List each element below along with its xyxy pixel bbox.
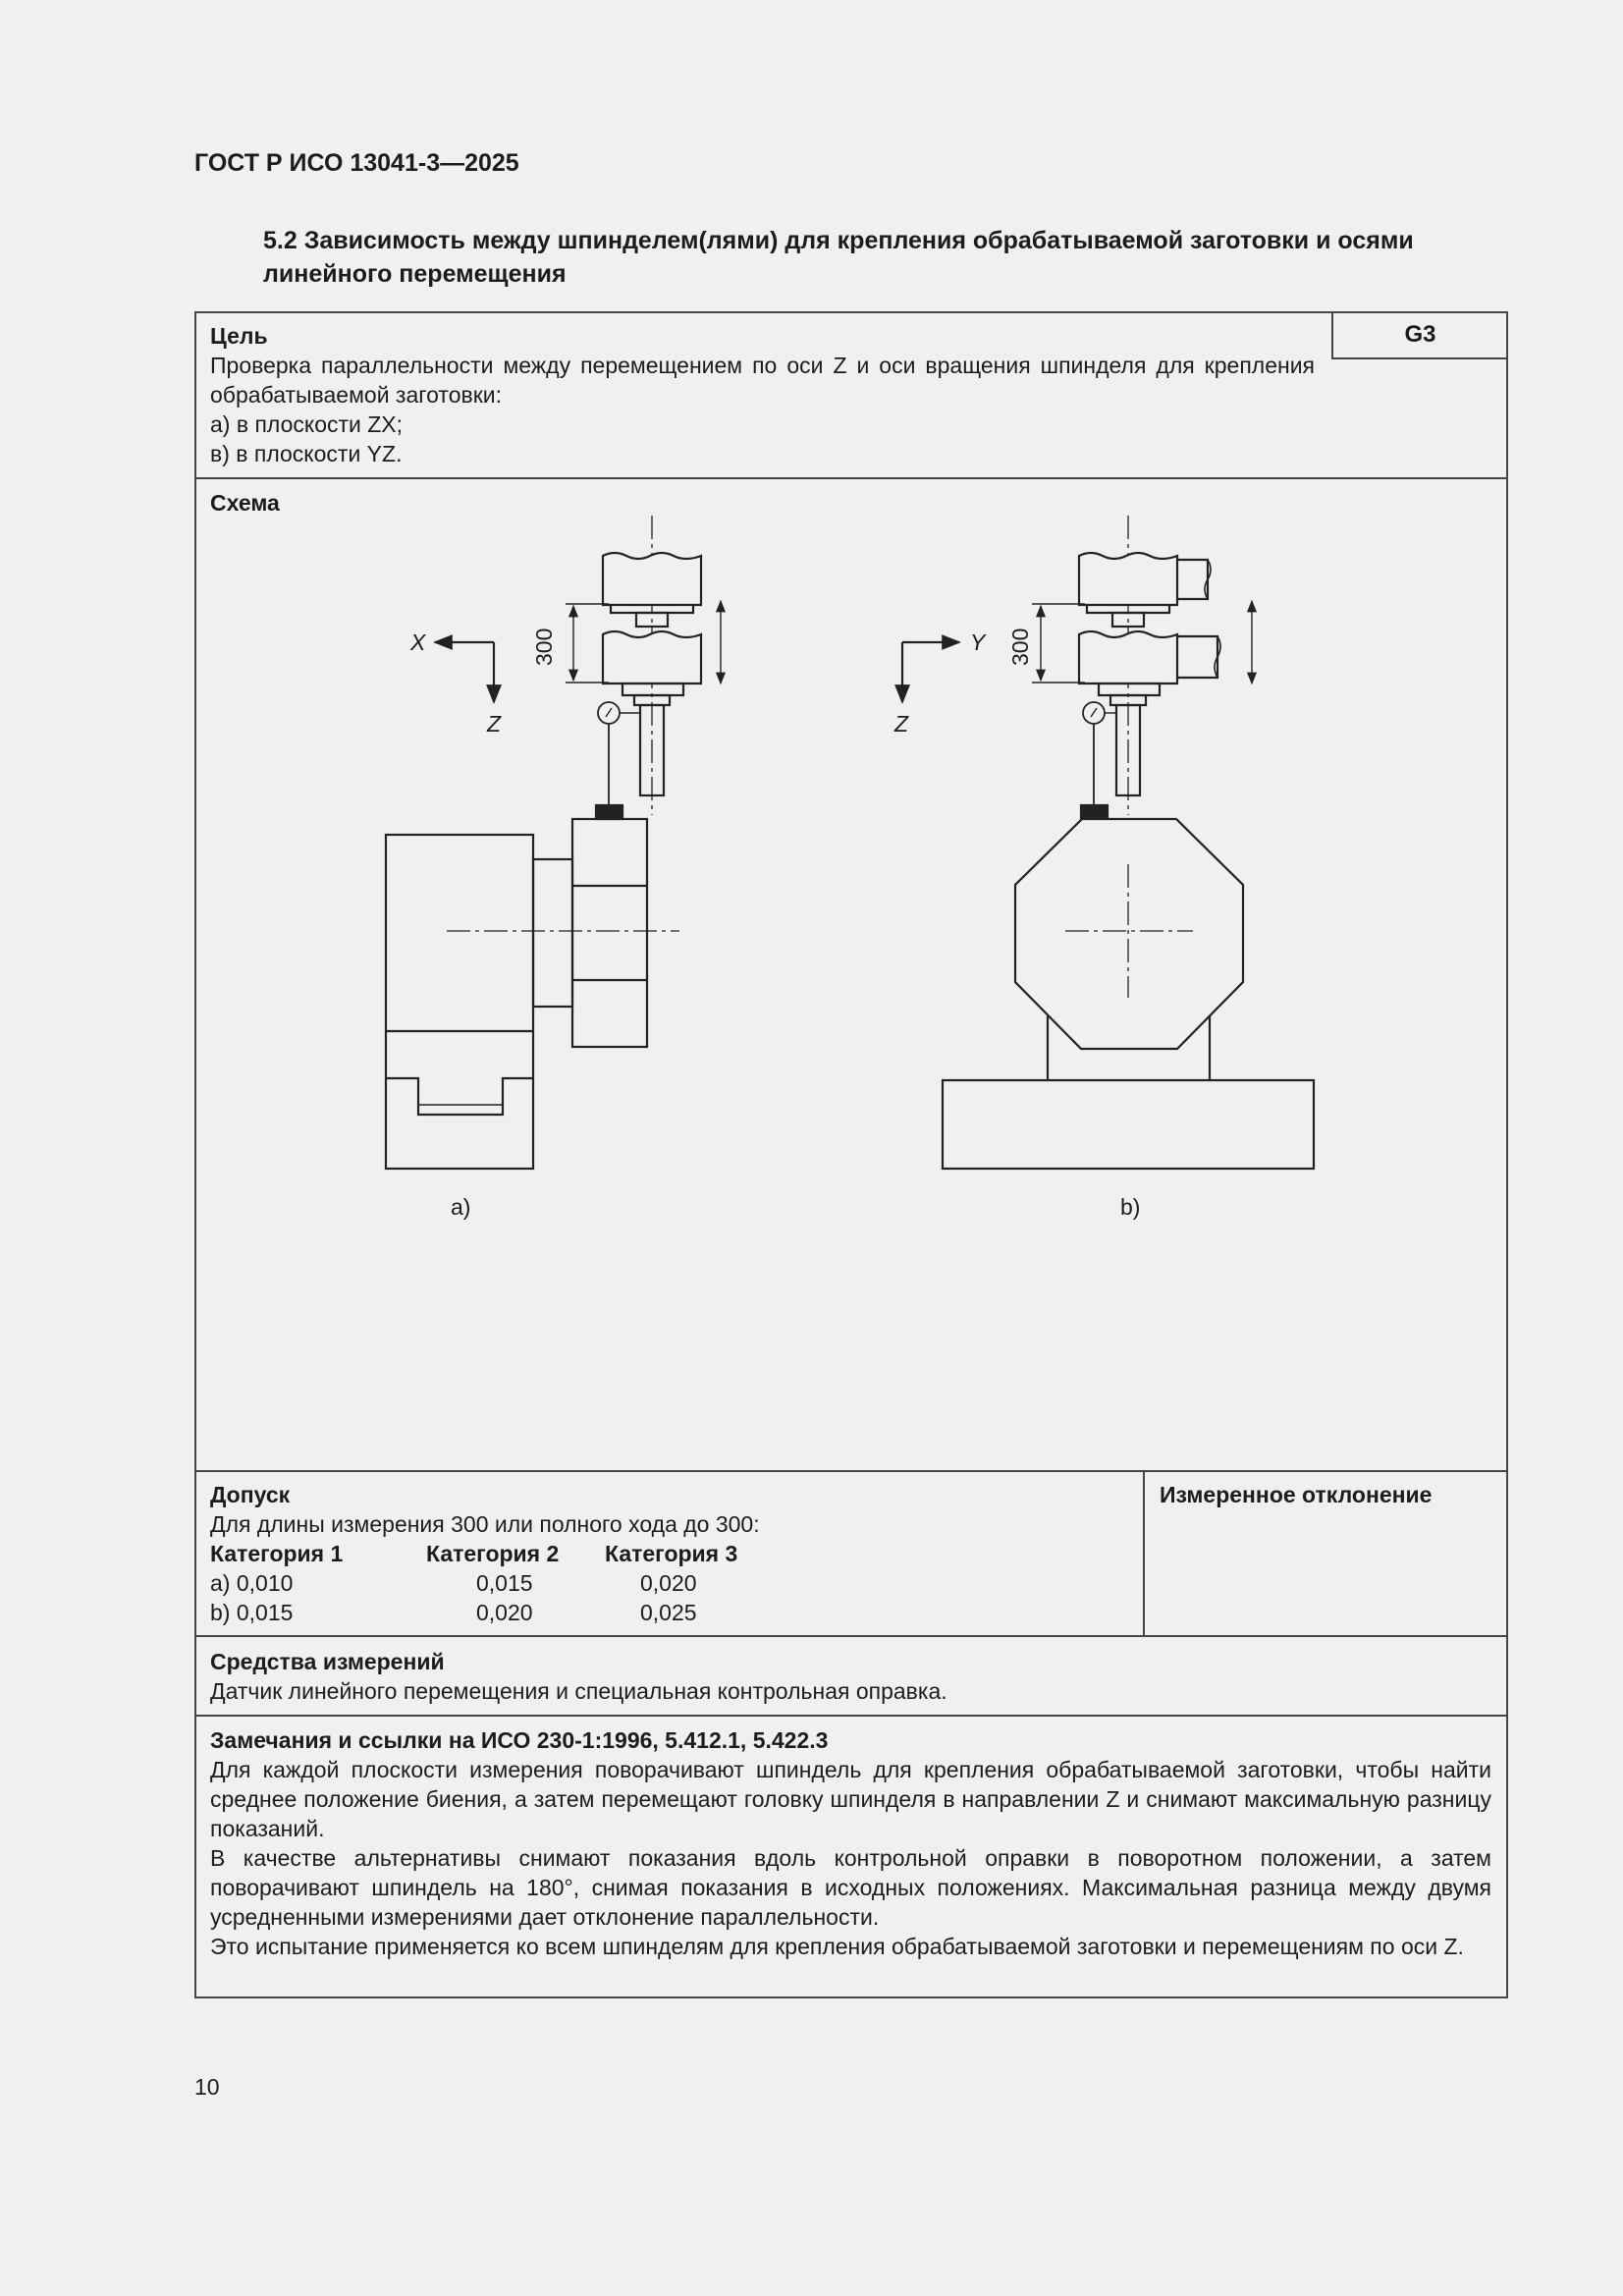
tolerance-cell: b) 0,015: [210, 1600, 294, 1625]
objective-item-b: в) в плоскости YZ.: [210, 441, 403, 466]
tolerance-heading: Допуск: [210, 1482, 291, 1507]
tolerance-cell: a) 0,010: [210, 1570, 294, 1596]
diagram-b: [902, 516, 1314, 1169]
tolerance-col-1: Категория 1: [210, 1541, 344, 1566]
diagram-a-axis-z: Z: [487, 711, 502, 737]
diagram-a-dimension: 300: [531, 628, 557, 666]
tolerance-col-2: Категория 2: [426, 1541, 560, 1566]
divider-diagram: [194, 1470, 1508, 1472]
measured-deviation-heading: Измеренное отклонение: [1160, 1482, 1433, 1507]
tolerance-cell: 0,015: [476, 1570, 533, 1596]
divider-tolerance-measured: [1143, 1470, 1145, 1636]
tolerance-col-3: Категория 3: [605, 1541, 738, 1566]
diagram-b-dimension: 300: [1007, 628, 1033, 666]
diagram-a-caption: a): [451, 1194, 471, 1220]
instruments-text: Датчик линейного перемещения и специальная контрольная оправка.: [210, 1678, 947, 1704]
notes-heading: Замечания и ссылки на ИСО 230-1:1996, 5.412.1, 5.422.3: [210, 1727, 829, 1753]
section-title: 5.2 Зависимость между шпинделем(лями) для крепления обрабатываемой заготовки и осями линейного перемещения: [263, 227, 1414, 288]
objective-heading: Цель: [210, 323, 268, 349]
diagram-b-caption: b): [1120, 1194, 1141, 1220]
tolerance-intro: Для длины измерения 300 или полного хода до 300:: [210, 1511, 760, 1537]
tolerance-cell: 0,020: [476, 1600, 533, 1625]
document-id: ГОСТ Р ИСО 13041-3—2025: [194, 149, 519, 177]
instruments-heading: Средства измерений: [210, 1649, 445, 1674]
diagram-heading: Схема: [210, 490, 280, 516]
tolerance-cell: 0,025: [640, 1600, 697, 1625]
divider-instruments: [194, 1715, 1508, 1717]
test-code-cell: G3: [1331, 312, 1507, 359]
notes-paragraph-3: Это испытание применяется ко всем шпинделям для крепления обрабатываемой заготовки и перемещениям по оси Z.: [210, 1934, 1464, 1959]
tolerance-cell: 0,020: [640, 1570, 697, 1596]
page-number: 10: [194, 2074, 220, 2100]
notes-paragraph-1: Для каждой плоскости измерения поворачивают шпиндель для крепления обрабатываемой заготовки, чтобы найти среднее положение биения, а затем перемещают головку шпинделя в направлении Z и снимают максимальную разницу показаний.: [210, 1757, 1491, 1841]
diagram-a: [386, 516, 721, 1169]
objective-item-a: а) в плоскости ZX;: [210, 411, 404, 437]
diagram-b-axis-z: Z: [894, 711, 909, 737]
diagram-a-axis-x: X: [410, 629, 426, 655]
diagram-b-axis-y: Y: [970, 629, 986, 655]
divider-tolerance: [194, 1635, 1508, 1637]
notes-paragraph-2: В качестве альтернативы снимают показания вдоль контрольной оправки в поворотном положении, а затем поворачивают шпиндель на 180°, снимая показания в исходных положениях. Максимальная разница между двумя усредненными измерениями дает отклонение параллельности.: [210, 1845, 1491, 1930]
objective-text: Проверка параллельности между перемещением по оси Z и оси вращения шпинделя для крепления обрабатываемой заготовки:: [210, 353, 1315, 408]
